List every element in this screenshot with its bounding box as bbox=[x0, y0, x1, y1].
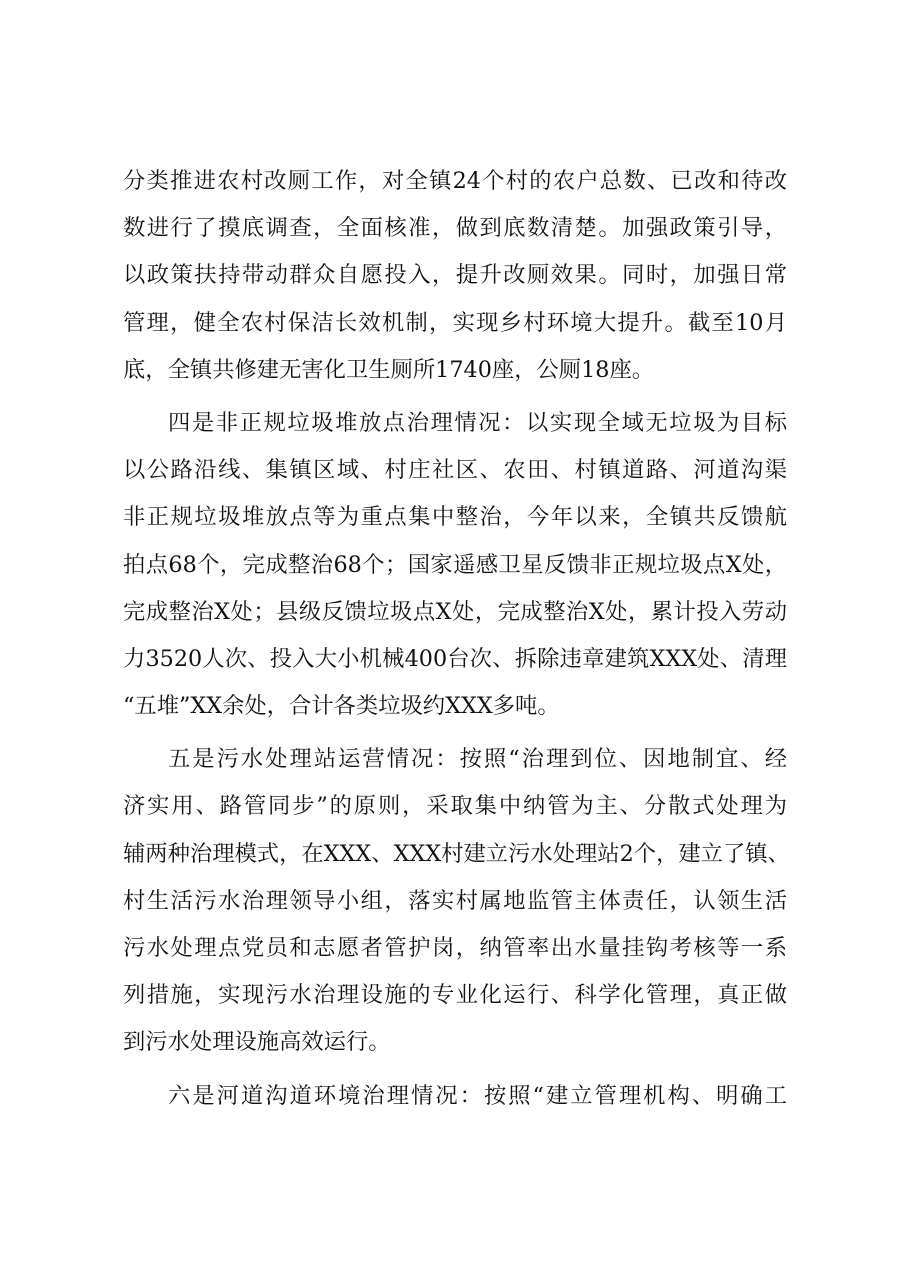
text-line: 列措施，实现污水治理设施的专业化运行、科学化管理，真正做 bbox=[123, 982, 787, 1009]
text-line: 辅两种治理模式，在XXX、XXX村建立污水处理站2个，建立了镇、 bbox=[123, 840, 790, 867]
text-line: 数进行了摸底调查，全面核准，做到底数清楚。加强政策引导， bbox=[123, 215, 787, 242]
document-body bbox=[123, 158, 790, 1126]
paragraph-garbage-sites bbox=[123, 400, 787, 730]
text-line: 五是污水处理站运营情况：按照“治理到位、因地制宜、经 bbox=[168, 746, 787, 773]
text-line: 管理，健全农村保洁长效机制，实现乡村环境大提升。截至10月 bbox=[123, 309, 787, 336]
text-line: 到污水处理设施高效运行。 bbox=[123, 1029, 391, 1056]
text-line: 拍点68个，完成整治68个；国家遥感卫星反馈非正规垃圾点X处， bbox=[123, 551, 787, 578]
text-line: 完成整治X处；县级反馈垃圾点X处，完成整治X处，累计投入劳动 bbox=[123, 598, 787, 625]
text-line: 六是河道沟道环境治理情况：按照“建立管理机构、明确工 bbox=[168, 1082, 787, 1109]
text-line: 分类推进农村改厕工作，对全镇24个村的农户总数、已改和待改 bbox=[123, 168, 787, 194]
text-line: 以公路沿线、集镇区域、村庄社区、农田、村镇道路、河道沟渠 bbox=[123, 457, 787, 484]
text-line: 村生活污水治理领导小组，落实村属地监管主体责任，认领生活 bbox=[123, 887, 787, 914]
paragraph-sewage-stations bbox=[123, 736, 790, 1066]
text-line: 力3520人次、投入大小机械400台次、拆除违章建筑XXX处、清理 bbox=[123, 645, 787, 672]
text-line: “五堆”XX余处，合计各类垃圾约XXX多吨。 bbox=[123, 693, 560, 720]
text-line: 底，全镇共修建无害化卫生厕所1740座，公厕18座。 bbox=[123, 356, 655, 383]
paragraph-river-channels bbox=[123, 1073, 787, 1120]
text-line: 非正规垃圾堆放点等为重点集中整治，今年以来，全镇共反馈航 bbox=[123, 504, 787, 531]
text-line: 以政策扶持带动群众自愿投入，提升改厕效果。同时，加强日常 bbox=[123, 262, 787, 289]
text-line: 四是非正规垃圾堆放点治理情况：以实现全域无垃圾为目标 bbox=[168, 409, 787, 436]
text-line: 污水处理点党员和志愿者管护岗，纳管率出水量挂钩考核等一系 bbox=[123, 935, 787, 961]
paragraph-toilet-renovation bbox=[123, 158, 787, 394]
text-line: 济实用、路管同步”的原则，采取集中纳管为主、分散式处理为 bbox=[123, 793, 787, 820]
